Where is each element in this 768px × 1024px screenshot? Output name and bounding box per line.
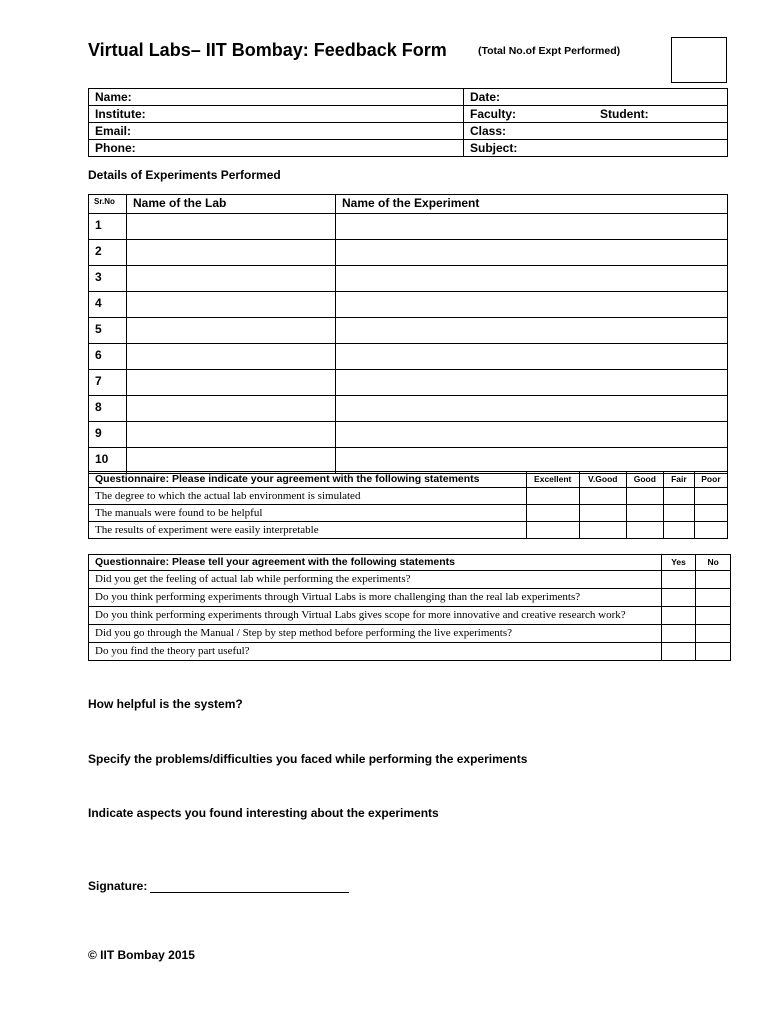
lab-name-cell[interactable] [127, 344, 336, 370]
class-label: Class: [470, 124, 507, 138]
yes-no-statement: Did you go through the Manual / Step by step method before performing the live experiments? [89, 625, 662, 643]
rating-cell[interactable] [663, 488, 694, 505]
yes-cell[interactable] [661, 625, 696, 643]
rating-cell[interactable] [626, 505, 663, 522]
rating-statement: The manuals were found to be helpful [89, 505, 527, 522]
experiment-row [89, 266, 728, 292]
lab-name-cell[interactable] [127, 448, 336, 474]
student-label: Student: [600, 107, 649, 121]
total-experiments-label: (Total No.of Expt Performed) [478, 45, 621, 57]
institute-field[interactable] [89, 106, 464, 123]
yes-cell[interactable] [661, 589, 696, 607]
subject-label: Subject: [470, 141, 518, 155]
experiment-srno: 4 [89, 292, 127, 318]
rating-cell[interactable] [694, 488, 727, 505]
no-cell[interactable] [696, 625, 731, 643]
phone-field[interactable] [89, 140, 464, 157]
name-field[interactable] [89, 89, 464, 106]
experiment-name-cell[interactable] [336, 344, 728, 370]
yes-cell[interactable] [661, 607, 696, 625]
institute-label: Institute: [95, 107, 146, 121]
experiment-row [89, 318, 728, 344]
faculty-label: Faculty: [470, 107, 517, 121]
lab-name-cell[interactable] [127, 318, 336, 344]
experiment-name-cell[interactable] [336, 370, 728, 396]
experiment-name-cell[interactable] [336, 240, 728, 266]
date-field[interactable] [464, 89, 728, 106]
rating-row [89, 505, 728, 522]
experiment-srno: 7 [89, 370, 127, 396]
yes-no-row [89, 589, 731, 607]
experiment-srno: 2 [89, 240, 127, 266]
yes-cell[interactable] [661, 643, 696, 661]
rating-header-poor: Poor [694, 472, 727, 488]
subject-field[interactable] [464, 140, 728, 157]
rating-header-excellent: Excellent [526, 472, 579, 488]
experiment-row [89, 448, 728, 474]
no-cell[interactable] [696, 607, 731, 625]
lab-name-cell[interactable] [127, 292, 336, 318]
phone-label: Phone: [95, 141, 136, 155]
experiment-name-cell[interactable] [336, 318, 728, 344]
yes-no-statement: Did you get the feeling of actual lab while performing the experiments? [89, 571, 662, 589]
yes-no-row [89, 625, 731, 643]
rating-statement: The degree to which the actual lab environment is simulated [89, 488, 527, 505]
experiment-name-cell[interactable] [336, 448, 728, 474]
name-label: Name: [95, 90, 132, 104]
lab-name-cell[interactable] [127, 370, 336, 396]
participant-info-table [88, 88, 728, 157]
experiment-srno: 10 [89, 448, 127, 474]
experiment-row [89, 292, 728, 318]
experiment-row [89, 370, 728, 396]
yes-no-questionnaire-table [88, 554, 731, 661]
rating-cell[interactable] [694, 522, 727, 539]
email-label: Email: [95, 124, 132, 138]
no-header: No [696, 555, 731, 571]
yes-header: Yes [661, 555, 696, 571]
signature-row [88, 879, 349, 893]
rating-questionnaire-heading: Questionnaire: Please indicate your agreement with the following statements [89, 472, 527, 488]
experiment-name-cell[interactable] [336, 292, 728, 318]
rating-header-fair: Fair [663, 472, 694, 488]
form-title: Virtual Labs– IIT Bombay: Feedback Form [88, 40, 447, 60]
no-cell[interactable] [696, 589, 731, 607]
no-cell[interactable] [696, 571, 731, 589]
yes-no-row [89, 643, 731, 661]
rating-cell[interactable] [579, 522, 626, 539]
lab-name-cell[interactable] [127, 240, 336, 266]
rating-cell[interactable] [579, 505, 626, 522]
experiment-row [89, 396, 728, 422]
interesting-prompt: Indicate aspects you found interesting about the experiments [88, 806, 439, 820]
yes-no-statement: Do you think performing experiments through Virtual Labs gives scope for more innovative and creative research work? [89, 607, 662, 625]
yes-no-row [89, 607, 731, 625]
rating-questionnaire-table [88, 471, 728, 539]
rating-cell[interactable] [663, 505, 694, 522]
experiments-heading: Details of Experiments Performed [88, 168, 281, 182]
col-header-srno: Sr.No [89, 195, 127, 214]
lab-name-cell[interactable] [127, 422, 336, 448]
rating-cell[interactable] [626, 522, 663, 539]
rating-header-good: Good [626, 472, 663, 488]
experiment-name-cell[interactable] [336, 422, 728, 448]
yes-no-questionnaire-heading: Questionnaire: Please tell your agreement with the following statements [89, 555, 662, 571]
experiment-srno: 3 [89, 266, 127, 292]
rating-cell[interactable] [626, 488, 663, 505]
rating-cell[interactable] [663, 522, 694, 539]
experiment-name-cell[interactable] [336, 266, 728, 292]
experiment-row [89, 214, 728, 240]
experiment-row [89, 344, 728, 370]
rating-cell[interactable] [526, 488, 579, 505]
rating-row [89, 522, 728, 539]
rating-statement: The results of experiment were easily interpretable [89, 522, 527, 539]
yes-cell[interactable] [661, 571, 696, 589]
experiment-srno: 1 [89, 214, 127, 240]
yes-no-statement: Do you think performing experiments through Virtual Labs is more challenging than the real lab experiments? [89, 589, 662, 607]
signature-label: Signature: [88, 879, 148, 893]
yes-no-statement: Do you find the theory part useful? [89, 643, 662, 661]
col-header-lab: Name of the Lab [127, 195, 336, 214]
lab-name-cell[interactable] [127, 214, 336, 240]
class-field[interactable] [464, 123, 728, 140]
date-label: Date: [470, 90, 501, 104]
lab-name-cell[interactable] [127, 266, 336, 292]
rating-cell[interactable] [526, 505, 579, 522]
signature-line[interactable] [150, 880, 349, 893]
experiment-row [89, 422, 728, 448]
rating-cell[interactable] [694, 505, 727, 522]
experiment-srno: 9 [89, 422, 127, 448]
rating-header-vgood: V.Good [579, 472, 626, 488]
email-field[interactable] [89, 123, 464, 140]
experiment-name-cell[interactable] [336, 214, 728, 240]
role-field[interactable] [464, 106, 728, 123]
no-cell[interactable] [696, 643, 731, 661]
copyright: © IIT Bombay 2015 [88, 948, 195, 962]
col-header-experiment: Name of the Experiment [336, 195, 728, 214]
rating-cell[interactable] [526, 522, 579, 539]
experiment-srno: 6 [89, 344, 127, 370]
experiment-srno: 8 [89, 396, 127, 422]
rating-cell[interactable] [579, 488, 626, 505]
yes-no-row [89, 571, 731, 589]
rating-row [89, 488, 728, 505]
experiments-table [88, 194, 728, 474]
experiment-name-cell[interactable] [336, 396, 728, 422]
problems-prompt: Specify the problems/difficulties you faced while performing the experiments [88, 752, 528, 766]
total-experiments-box[interactable] [671, 37, 727, 83]
experiment-srno: 5 [89, 318, 127, 344]
lab-name-cell[interactable] [127, 396, 336, 422]
experiment-row [89, 240, 728, 266]
helpful-prompt: How helpful is the system? [88, 697, 243, 711]
